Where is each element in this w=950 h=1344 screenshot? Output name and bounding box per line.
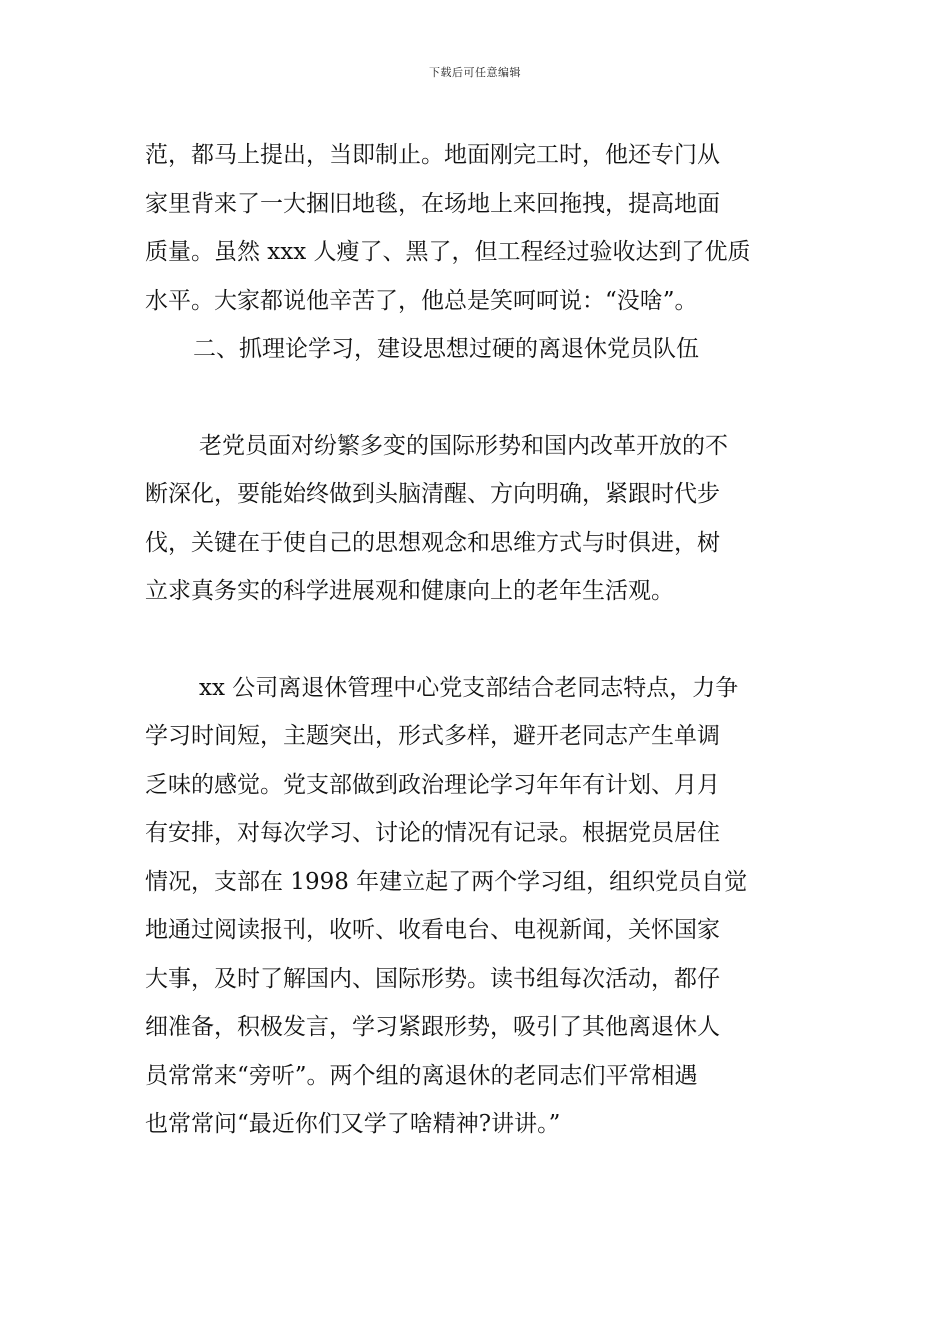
text-line: xx 公司离退休管理中心党支部结合老同志特点，力争: [199, 674, 739, 701]
paragraph-old-members: [145, 422, 810, 616]
text-line: 细准备，积极发言，学习紧跟形势，吸引了其他离退休人: [145, 1014, 720, 1040]
text-line: 地通过阅读报刊，收听、收看电台、电视新闻，关怀国家: [145, 917, 720, 943]
section-heading: 二、抓理论学习，建设思想过硬的离退休党员队伍: [193, 336, 699, 362]
header-note: 下载后可任意编辑: [429, 66, 521, 79]
text-line: 水平。大家都说他辛苦了，他总是笑呵呵说：“没啥”。: [145, 287, 698, 314]
text-line: 情况，支部在 1998 年建立起了两个学习组，组织党员自觉: [145, 868, 748, 895]
text-line: 乏味的感觉。党支部做到政治理论学习年年有计划、月月: [145, 771, 720, 798]
text-line: 家里背来了一大捆旧地毯，在场地上来回拖拽，提高地面: [145, 190, 720, 217]
text-line: 老党员面对纷繁多变的国际形势和国内改革开放的不: [199, 432, 728, 459]
text-line: 断深化，要能始终做到头脑清醒、方向明确，紧跟时代步: [145, 481, 720, 507]
text-line: 大事，及时了解国内、国际形势。读书组每次活动，都仔: [145, 965, 720, 992]
paragraph-study-groups: [145, 664, 810, 1149]
document-body: [145, 131, 810, 1149]
text-line: 学习时间短，主题突出，形式多样，避开老同志产生单调: [145, 723, 720, 749]
paragraph-continuation: [145, 131, 810, 325]
text-line: 质量。虽然 xxx 人瘦了、黑了，但工程经过验收达到了优质: [145, 239, 751, 265]
text-line: 伐，关键在于使自己的思想观念和思维方式与时俱进，树: [145, 529, 720, 556]
text-line: 范，都马上提出，当即制止。地面刚完工时，他还专门从: [145, 142, 720, 168]
text-line: 也常常问“最近你们又学了啥精神?讲讲。”: [145, 1111, 561, 1137]
text-line: 立求真务实的科学进展观和健康向上的老年生活观。: [145, 578, 674, 604]
text-line: 员常常来“旁听”。两个组的离退休的老同志们平常相遇: [145, 1062, 698, 1089]
text-line: 有安排，对每次学习、讨论的情况有记录。根据党员居住: [145, 820, 720, 846]
